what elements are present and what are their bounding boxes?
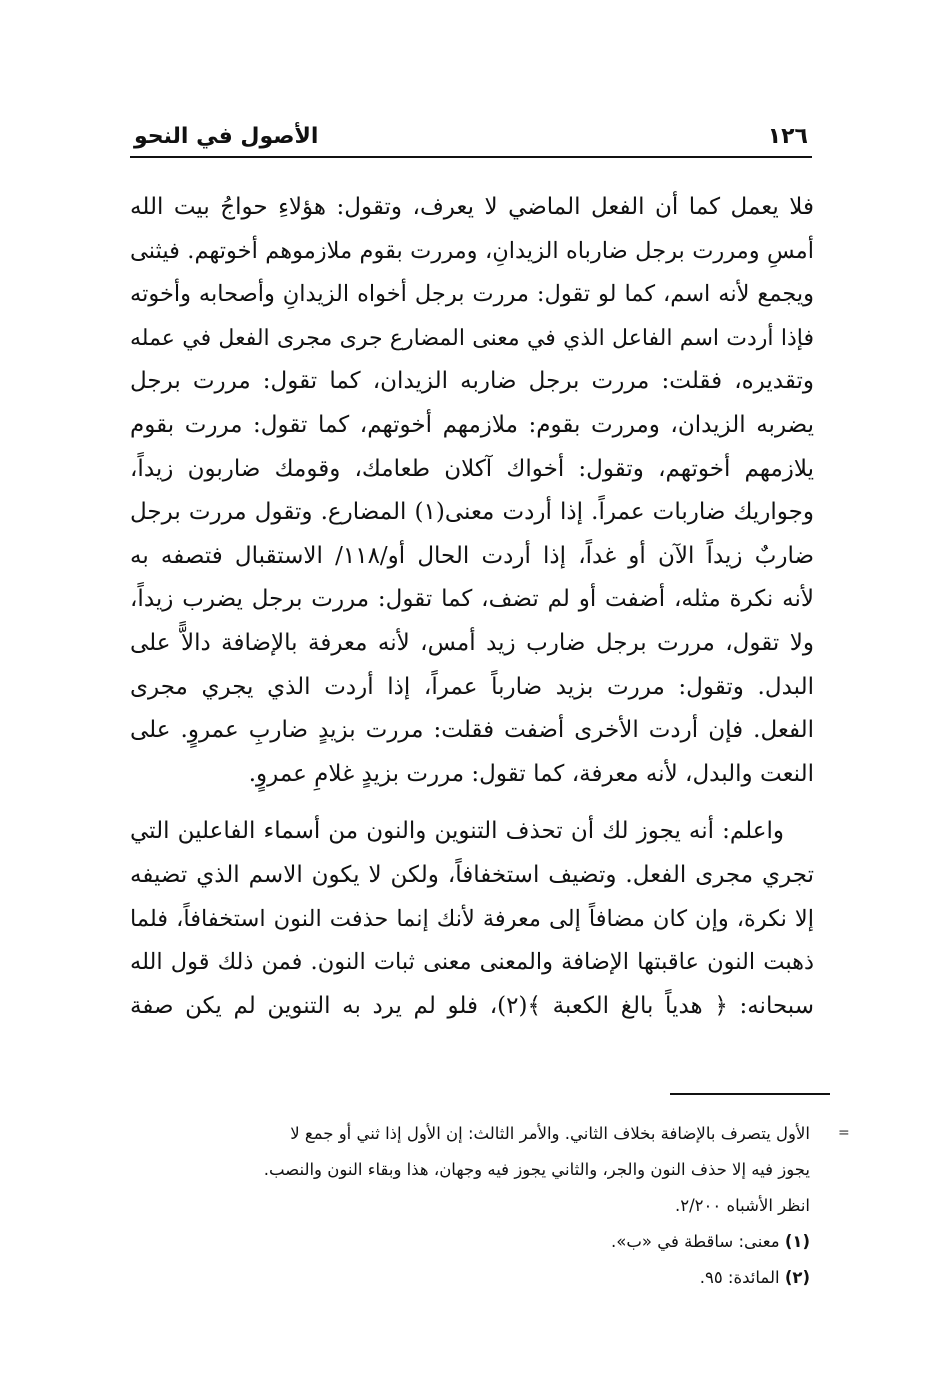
text-line: فلا يعمل كما أن الفعل الماضي لا يعرف، وتقول: هؤلاءِ حواجُ بيت الله xyxy=(130,194,814,220)
text-line: لأنه نكرة مثله، أضفت أو لم تضف، كما تقول: مررت برجل يضرب زيداً، xyxy=(130,586,814,613)
text-line: ويجمع لأنه اسم، كما لو تقول: مررت برجل أخواه الزيدانِ وأصحابه وأخوته xyxy=(130,281,814,308)
footnote-divider xyxy=(670,1093,830,1095)
text-line: البدل. وتقول: مررت بزيد ضارباً عمراً، إذا أردت الذي يجري مجرى xyxy=(130,673,814,700)
footnote-continued-line: انظر الأشباه ٢/٢٠٠. xyxy=(674,1196,810,1215)
text-line: يضربه الزيدان، ومررت بقوم: ملازمهم أخوتهم، كما تقول: مررت بقوم xyxy=(130,411,814,438)
paragraph xyxy=(130,810,814,1028)
text-line: ذهبت النون عاقبتها الإضافة والمعنى معنى ثبات النون. فمن ذلك قول الله xyxy=(130,949,814,976)
text-line: فإذا أردت اسم الفاعل الذي في معنى المضارع جرى مجرى الفعل في عمله xyxy=(130,325,814,351)
text-line: النعت والبدل، لأنه معرفة، كما تقول: مررت بزيدٍ غلامِ عمروٍ. xyxy=(248,760,814,787)
footnote-text: معنى: ساقطة في «ب». xyxy=(611,1232,780,1251)
text-line: تجري مجرى الفعل. وتضيف استخفافاً، ولكن لا يكون الاسم الذي تضيفه xyxy=(130,861,814,888)
text-line: وتقديره، فقلت: مررت برجل ضاربه الزيدان، كما تقول: مررت برجل xyxy=(130,368,814,395)
text-line: أمسِ ومررت برجل ضارباه الزيدانِ، ومررت بقوم ملازموهم أخوتهم. فيثنى xyxy=(130,237,814,264)
text-line: واعلم: أنه يجوز لك أن تحذف التنوين والنون من أسماء الفاعلين التي xyxy=(130,818,784,845)
footnote-number: (٢) xyxy=(784,1268,810,1287)
footnote-number: (١) xyxy=(784,1232,810,1251)
footnote-continued-mark: = xyxy=(838,1125,850,1141)
text-line: ضاربٌ زيداً الآن أو غداً، إذا أردت الحال أو/١١٨/ الاستقبال فتصفه به xyxy=(130,542,814,569)
text-line: إلا نكرة، وإن كان مضافاً إلى معرفة لأنك إنما حذفت النون استخفافاً، فلما xyxy=(130,905,814,932)
footnote-continued-line: الأول يتصرف بالإضافة بخلاف الثاني. والأمر الثالث: إن الأول إذا ثني أو جمع لا xyxy=(290,1124,810,1143)
text-line: وجواريك ضاربات عمراً. إذا أردت معنى(١) المضارع. وتقول مررت برجل xyxy=(130,499,814,526)
text-line: سبحانه: ﴿ هدياً بالغ الكعبة ﴾(٢)، فلو لم يرد به التنوين لم يكن صفة xyxy=(130,992,815,1019)
running-title: الأصول في النحو xyxy=(134,124,319,149)
footnote-1 xyxy=(130,1224,810,1260)
footnote-continued-line: يجوز فيه إلا حذف النون والجر، والثاني يجوز فيه وجهان، هذا وبقاء النون والنصب. xyxy=(263,1160,810,1179)
paragraph xyxy=(130,186,814,796)
page-header xyxy=(130,120,812,158)
text-line: ولا تقول، مررت برجل ضارب زيد أمس، لأنه معرفة بالإضافة دالاًّ على xyxy=(130,629,814,656)
page-number: ١٢٦ xyxy=(767,124,808,149)
footnote-2 xyxy=(130,1260,810,1296)
main-text xyxy=(130,186,814,1028)
footnote-text: المائدة: ٩٥. xyxy=(699,1268,780,1287)
text-line: الفعل. فإن أردت الأخرى أضفت فقلت: مررت بزيدٍ ضاربِ عمروٍ. على xyxy=(130,717,814,744)
footnotes xyxy=(130,1116,810,1296)
text-line: يلازمهم أخوتهم، وتقول: أخواك آكلان طعامك، وقومك ضاربون زيداً، xyxy=(130,455,814,482)
